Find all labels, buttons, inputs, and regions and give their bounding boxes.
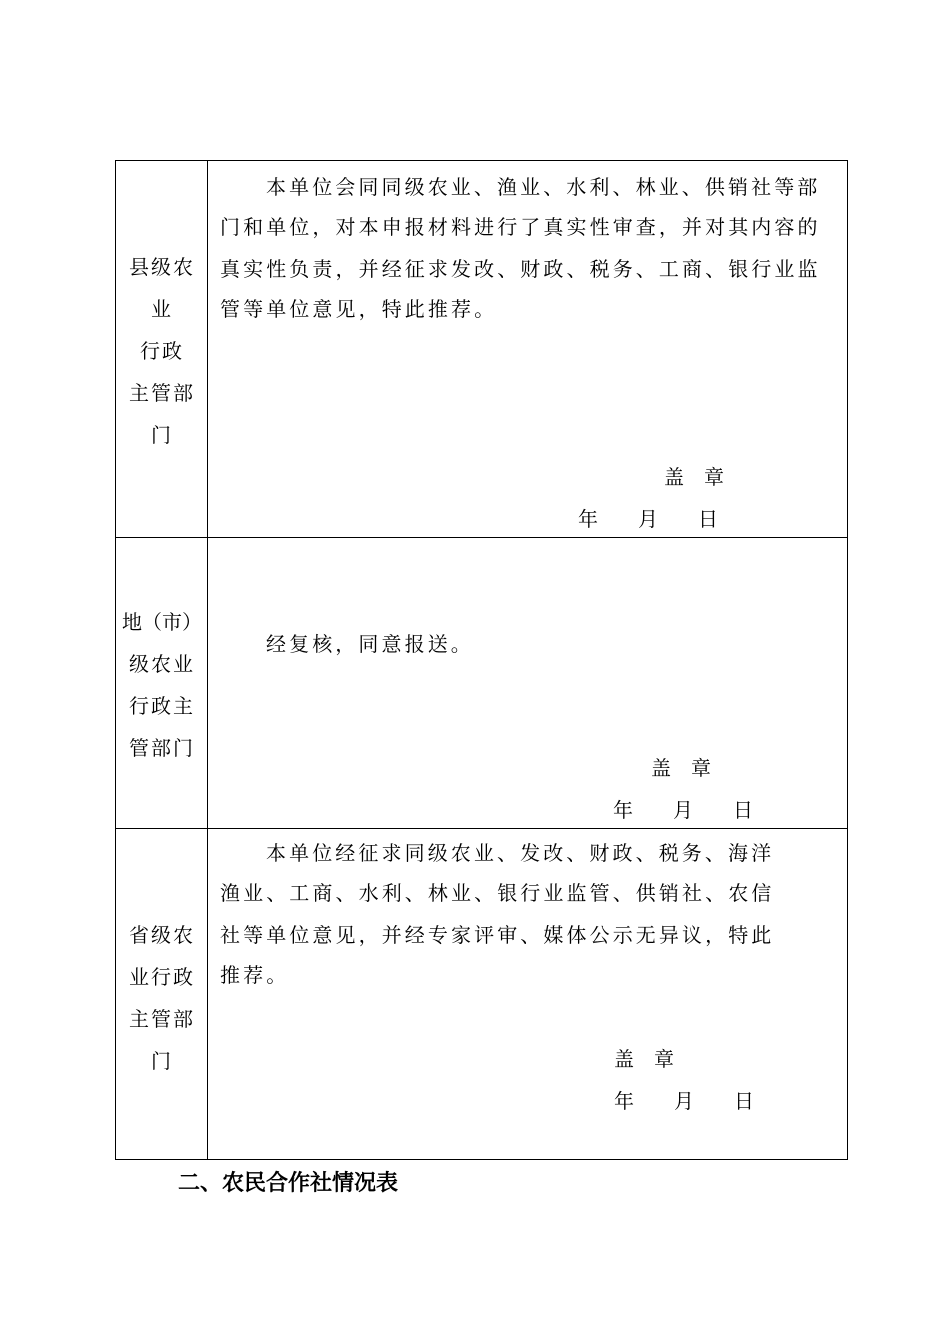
label-cell-province — [116, 829, 208, 1159]
label-line: 县级农 — [129, 255, 195, 279]
label-line: 行政主 — [129, 694, 195, 718]
label-line: 主管部 — [129, 1007, 195, 1031]
stamp-label: 盖 章 — [614, 1047, 674, 1071]
content-line: 管等单位意见，特此推荐。 — [220, 297, 498, 321]
content-line: 社等单位意见，并经专家评审、媒体公示无异议，特此 — [220, 923, 775, 947]
date-label: 年 月 日 — [614, 1089, 754, 1113]
content-line: 渔业、工商、水利、林业、银行业监管、供销社、农信 — [220, 881, 775, 905]
date-label: 年 月 日 — [578, 507, 718, 531]
label-line: 管部门 — [129, 736, 195, 760]
row-county — [116, 161, 847, 537]
approval-table — [115, 160, 848, 1160]
content-line: 本单位经征求同级农业、发改、财政、税务、海洋 — [266, 841, 775, 865]
date-label: 年 月 日 — [613, 798, 753, 822]
label-line: 行政 — [140, 339, 184, 363]
label-cell-county — [116, 161, 208, 537]
label-line: 门 — [151, 1049, 173, 1073]
label-line: 省级农 — [129, 923, 195, 947]
content-line: 真实性负责，并经征求发改、财政、税务、工商、银行业监 — [220, 257, 821, 281]
label-line: 主管部 — [129, 381, 195, 405]
row-province — [116, 828, 847, 1159]
section-title: 二、农民合作社情况表 — [178, 1171, 399, 1196]
content-line: 门和单位，对本申报材料进行了真实性审查，并对其内容的 — [220, 215, 821, 239]
label-line: 业行政 — [129, 965, 195, 989]
content-line: 本单位会同同级农业、渔业、水利、林业、供销社等部 — [266, 175, 821, 199]
label-line: 级农业 — [129, 652, 195, 676]
label-cell-prefecture — [116, 538, 208, 828]
stamp-label: 盖 章 — [651, 756, 711, 780]
label-line: 业 — [151, 297, 173, 321]
label-line: 地（市） — [122, 610, 202, 634]
content-line: 经复核，同意报送。 — [266, 632, 474, 656]
row-prefecture — [116, 537, 847, 828]
stamp-label: 盖 章 — [664, 465, 724, 489]
content-line: 推荐。 — [220, 963, 290, 987]
label-line: 门 — [151, 423, 173, 447]
